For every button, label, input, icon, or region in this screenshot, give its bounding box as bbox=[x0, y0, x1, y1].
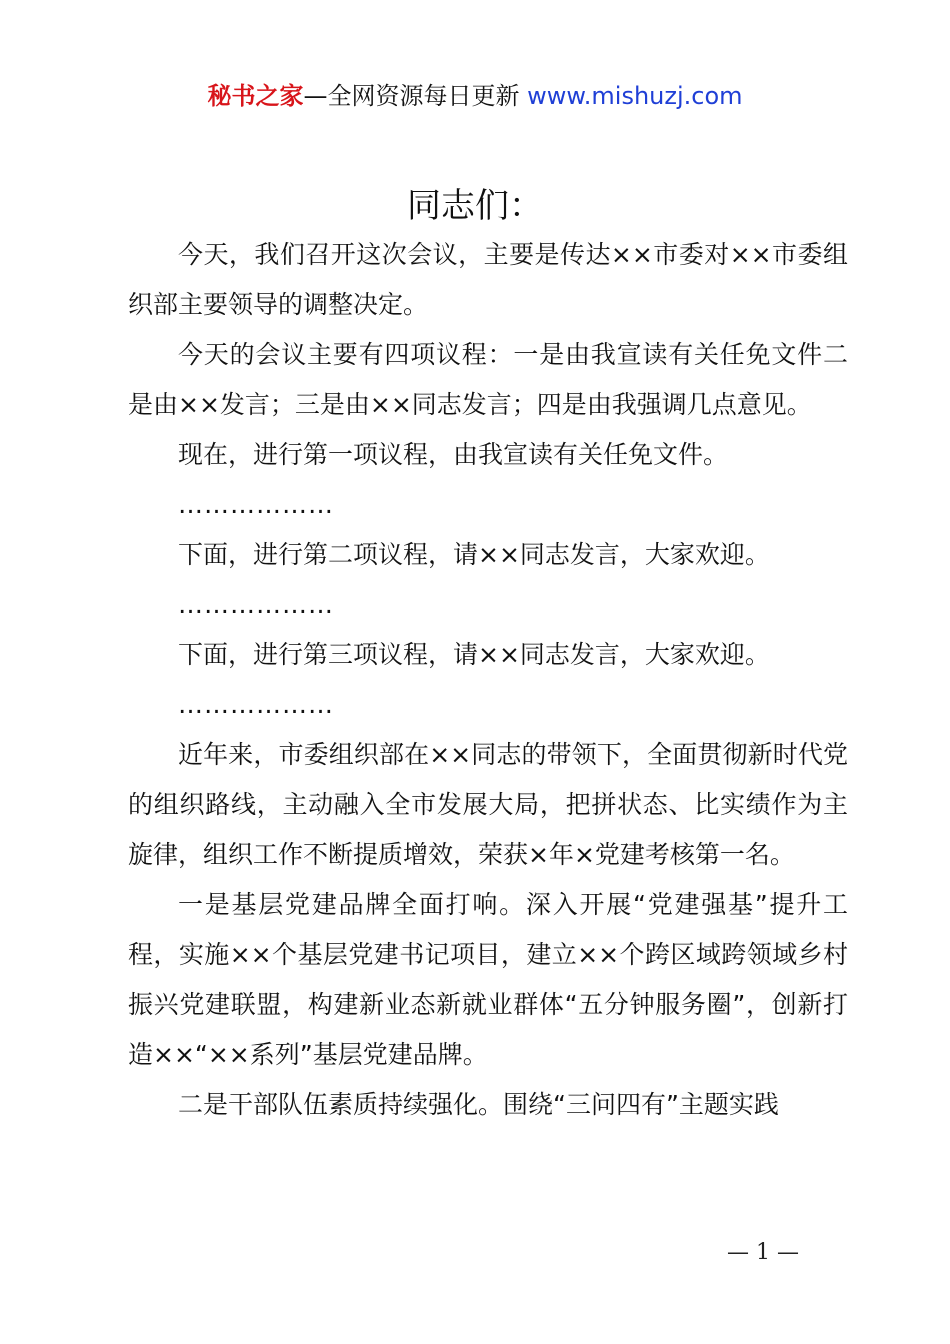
paragraph: 今天的会议主要有四项议程：一是由我宣读有关任免文件二是由××发言；三是由××同志发言；四是由我强调几点意见。 bbox=[128, 340, 848, 419]
paragraph: 一是基层党建品牌全面打响。深入开展“党建强基”提升工程，实施××个基层党建书记项目，建立××个跨区域跨领域乡村振兴党建联盟，构建新业态新就业群体“五分钟服务圈”，创新打造××“××系列”基层党建品牌。 bbox=[128, 890, 848, 1069]
page-title: 同志们： bbox=[407, 186, 543, 226]
ellipsis-line: ……………… bbox=[178, 690, 334, 719]
ellipsis-line: ……………… bbox=[178, 490, 334, 519]
paragraph: 下面，进行第三项议程，请××同志发言，大家欢迎。 bbox=[178, 640, 770, 669]
document-body bbox=[128, 230, 848, 1130]
paragraph: 近年来，市委组织部在××同志的带领下，全面贯彻新时代党的组织路线，主动融入全市发展大局，把拼状态、比实绩作为主旋律，组织工作不断提质增效，荣获×年×党建考核第一名。 bbox=[128, 740, 848, 869]
paragraph: 现在，进行第一项议程，由我宣读有关任免文件。 bbox=[178, 440, 729, 469]
paragraph: 今天，我们召开这次会议，主要是传达××市委对××市委组织部主要领导的调整决定。 bbox=[128, 240, 848, 319]
ellipsis-line: ……………… bbox=[178, 590, 334, 619]
site-banner bbox=[0, 80, 950, 112]
paragraph: 下面，进行第二项议程，请××同志发言，大家欢迎。 bbox=[178, 540, 770, 569]
brand-name: 秘书之家 bbox=[207, 82, 304, 110]
website-link[interactable]: www.mishuzj.com bbox=[527, 82, 743, 110]
paragraph: 二是干部队伍素质持续强化。围绕“三问四有”主题实践 bbox=[178, 1090, 779, 1119]
page-number: — 1 — bbox=[727, 1240, 799, 1265]
banner-tagline: —全网资源每日更新 bbox=[303, 82, 528, 110]
